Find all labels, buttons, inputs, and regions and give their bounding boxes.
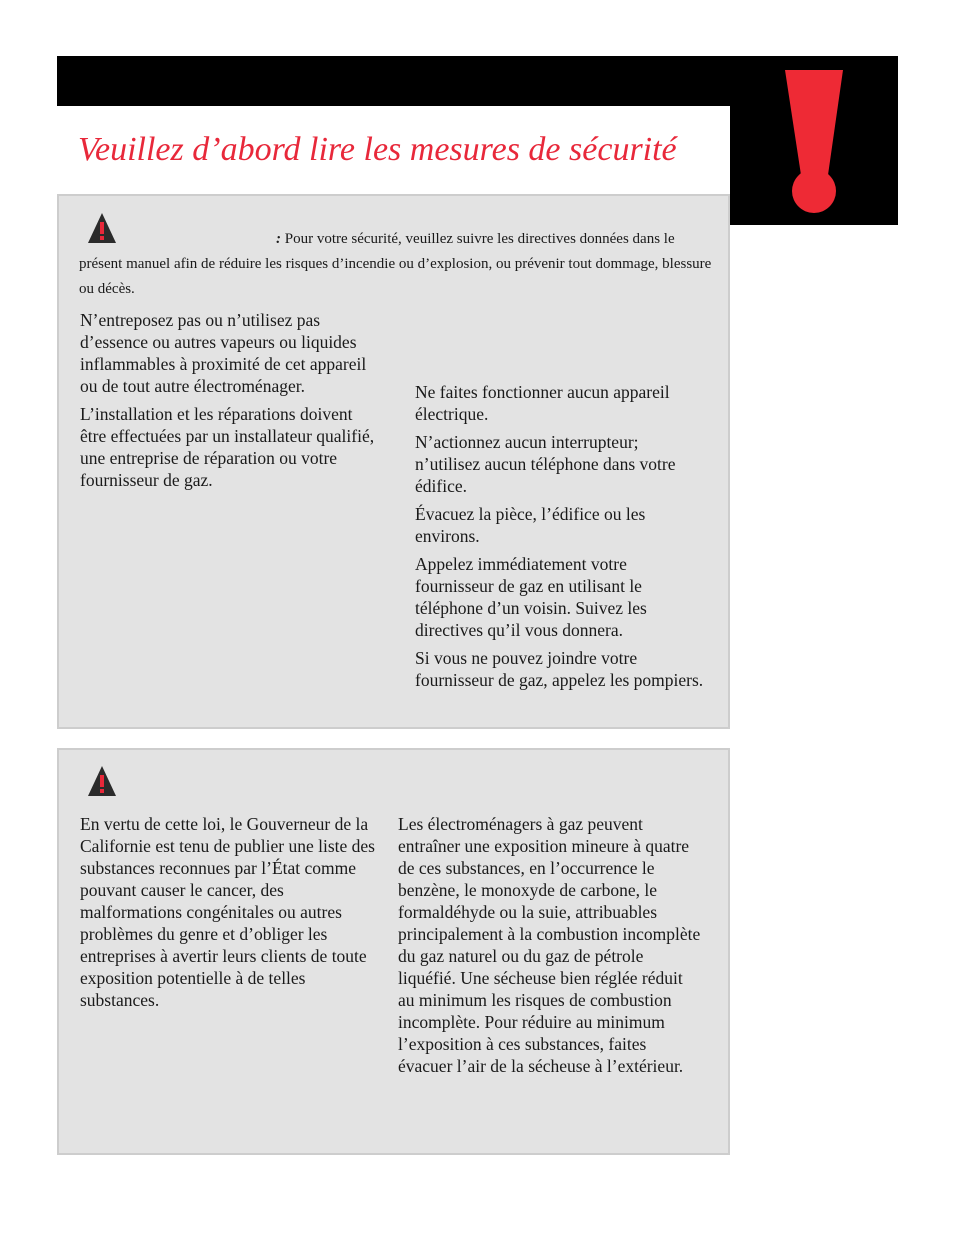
paragraph: Ne faites fonctionner aucun appareil électrique. (415, 382, 670, 424)
paragraph: Si vous ne pouvez joindre votre fournisseur de gaz, appelez les pompiers. (415, 648, 704, 690)
california-left-column (80, 813, 385, 1017)
page-title: Veuillez d’abord lire les mesures de sécurité (78, 131, 677, 168)
intro-colon: : (276, 231, 281, 247)
paragraph: Les électroménagers à gaz peuvent entraîner une exposition mineure à quatre de ces substances, en l’occurrence le benzène, le monoxyde de carbone, le formaldéhyde ou la suie, attribuables principalement à la combustion incomplète du gaz naturel ou du gaz de pétrole liquéfié. Une sécheuse bien réglée réduit au minimum les risques de combustion incomplète. Pour réduire au minimum l’exposition à ces substances, faites évacuer l’air de la sécheuse à l’extérieur. (398, 814, 701, 1076)
safety-box (57, 194, 730, 729)
exclamation-icon (730, 56, 898, 225)
safety-right-column (415, 381, 705, 697)
paragraph: L’installation et les réparations doivent être effectuées par un installateur qualifié, une entreprise de réparation ou votre fournisseur de gaz. (80, 404, 375, 490)
alert-block (730, 56, 898, 225)
safety-intro (79, 227, 719, 302)
safety-left-column (80, 309, 380, 497)
paragraph: En vertu de cette loi, le Gouverneur de la Californie est tenu de publier une liste des substances reconnues par l’État comme pouvant causer le cancer, des malformations congénitales ou autres problèmes du genre et d’obliger les entreprises à avertir leurs clients de toute exposition potentielle à de telles substances. (80, 814, 375, 1010)
warning-triangle-icon (86, 765, 118, 797)
paragraph: Évacuez la pièce, l’édifice ou les environs. (415, 504, 646, 546)
paragraph: N’entreposez pas ou n’utilisez pas d’essence ou autres vapeurs ou liquides inflammables à proximité de cet appareil ou de tout autre électroménager. (80, 310, 367, 396)
paragraph: Appelez immédiatement votre fournisseur de gaz en utilisant le téléphone d’un voisin. Suivez les directives qu’il vous donnera. (415, 554, 647, 640)
paragraph: N’actionnez aucun interrupteur; n’utilisez aucun téléphone dans votre édifice. (415, 432, 676, 496)
california-box (57, 748, 730, 1155)
california-right-column (398, 813, 703, 1083)
intro-text: Pour votre sécurité, veuillez suivre les directives données dans le présent manuel afin de réduire les risques d’incendie ou d’explosion, ou prévenir tout dommage, blessure ou décès. (79, 231, 712, 297)
